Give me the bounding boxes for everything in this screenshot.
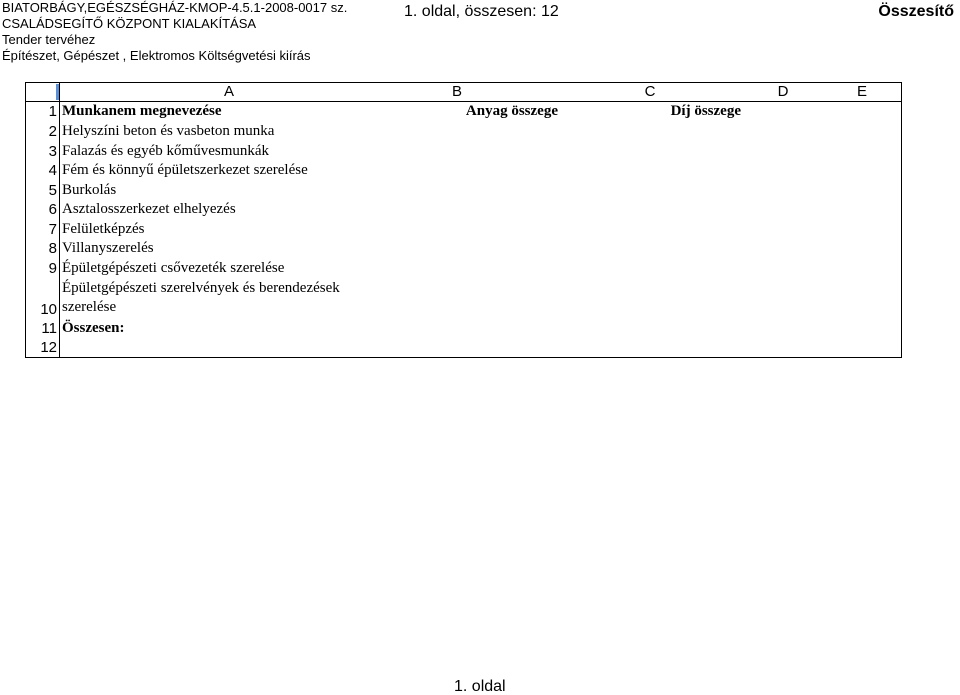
cell-a: Helyszíni beton és vasbeton munka — [62, 123, 275, 139]
cell-a: Falazás és egyéb kőművesmunkák — [62, 143, 270, 159]
project-title: BIATORBÁGY,EGÉSZSÉGHÁZ-KMOP-4.5.1-2008-0017 sz. — [2, 0, 348, 15]
cell-a: Épületgépészeti szerelvények és berendezések szerelése — [62, 280, 340, 315]
table-row[interactable] — [26, 161, 901, 180]
row-number: 8 — [48, 240, 57, 257]
table-row[interactable] — [26, 220, 901, 239]
row-number: 5 — [48, 182, 57, 199]
table-row[interactable] — [26, 239, 901, 258]
tender-label: Tender tervéhez — [2, 32, 96, 47]
cell-a: Fém és könnyű épületszerkezet szerelése — [62, 162, 308, 178]
row-number: 7 — [48, 221, 57, 238]
row-number: 9 — [48, 260, 57, 277]
cell-a: Összesen: — [62, 320, 125, 336]
table-row[interactable] — [26, 279, 901, 319]
row-number: 4 — [48, 162, 57, 179]
cell-a: Asztalosszerkezet elhelyezés — [62, 201, 236, 217]
cell-a: Épületgépészeti csővezeték szerelése — [62, 260, 285, 276]
row-number: 2 — [48, 123, 57, 140]
table-row[interactable] — [26, 200, 901, 219]
column-header-b[interactable]: B — [451, 83, 462, 100]
table-row[interactable] — [26, 338, 901, 357]
row-number: 1 — [48, 103, 57, 120]
table-row[interactable] — [26, 122, 901, 141]
cell-a: Felületképzés — [62, 221, 145, 237]
disciplines-label: Építészet, Gépészet , Elektromos Költségvetési kiírás — [2, 48, 311, 63]
page-info: 1. oldal, összesen: 12 — [404, 3, 559, 20]
row-number: 12 — [40, 339, 57, 356]
cell-a: Burkolás — [62, 182, 117, 198]
project-subtitle: CSALÁDSEGÍTŐ KÖZPONT KIALAKÍTÁSA — [2, 16, 257, 31]
cell-b: Anyag összege — [465, 103, 558, 119]
row-number: 11 — [41, 320, 57, 337]
table-row[interactable] — [26, 102, 901, 121]
column-header-a[interactable]: A — [223, 83, 234, 100]
spreadsheet-grid — [25, 82, 902, 358]
column-header-e[interactable]: E — [856, 83, 867, 100]
table-row[interactable] — [26, 181, 901, 200]
sheet-title: Összesítő — [878, 3, 954, 20]
row-number: 10 — [40, 301, 57, 318]
column-header-d[interactable]: D — [777, 83, 789, 100]
cell-a: Villanyszerelés — [62, 240, 154, 256]
cell-a: Munkanem megnevezése — [62, 103, 222, 119]
table-row[interactable] — [26, 142, 901, 161]
table-row[interactable] — [26, 259, 901, 278]
cell-c: Díj összege — [670, 103, 741, 119]
column-header-c[interactable]: C — [644, 83, 656, 100]
row-number: 3 — [48, 143, 57, 160]
table-row[interactable] — [26, 319, 901, 338]
row-number: 6 — [48, 201, 57, 218]
page-footer: 1. oldal — [454, 678, 506, 695]
